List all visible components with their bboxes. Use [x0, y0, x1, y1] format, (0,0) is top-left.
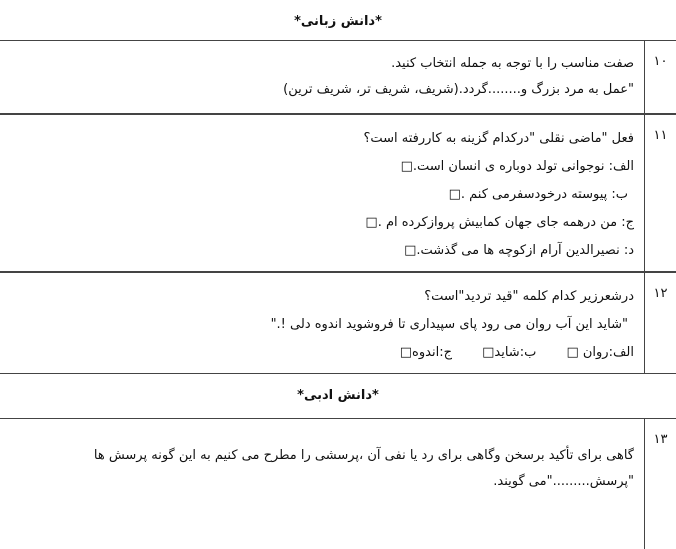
- option-c[interactable]: ج: من درهمه جای جهان کمابیش پروازکرده ام .□: [365, 215, 634, 230]
- question-text: گاهی برای تأکید برسخن وگاهی برای رد یا نفی آن ،پرسشی را مطرح می کنیم به این گونه پرسش ها: [93, 448, 634, 463]
- section-title-language: *دانش زبانی*: [294, 14, 382, 29]
- option-a[interactable]: الف:روان □: [566, 345, 634, 360]
- question-body: [8, 283, 634, 367]
- question-row-12: [0, 272, 676, 374]
- question-body: [8, 443, 634, 495]
- question-sentence: "عمل به مرد بزرگ و........گردد.(شریف، شریف تر، شریف ترین): [283, 82, 634, 97]
- question-text-line2: "پرسش........."می گویند.: [493, 474, 634, 489]
- option-d[interactable]: د: نصیرالدین آرام ازکوچه ها می گذشت.□: [404, 243, 634, 258]
- question-number: ۱۲: [644, 273, 676, 373]
- question-text: صفت مناسب را با توجه به جمله انتخاب کنید.: [391, 56, 634, 71]
- options-row: [8, 339, 634, 367]
- section-title-literary: *دانش ادبی*: [297, 388, 379, 403]
- question-text: فعل "ماضی نقلی "درکدام گزینه به کاررفته است؟: [363, 131, 634, 146]
- poem-verse: "شاید این آب روان می رود پای سپیداری تا فروشوید اندوه دلی !.": [270, 317, 628, 332]
- question-number: ۱۰: [644, 41, 676, 113]
- question-row-10: [0, 40, 676, 114]
- option-b[interactable]: ب: پیوسته درخودسفرمی کنم .□: [448, 187, 628, 202]
- question-body: [8, 51, 634, 103]
- question-row-13: [0, 418, 676, 549]
- question-text: درشعرزیر کدام کلمه "قید تردید"است؟: [424, 289, 634, 304]
- option-b[interactable]: ب:شاید□: [482, 345, 537, 360]
- question-number: ۱۱: [644, 115, 676, 271]
- question-row-11: [0, 114, 676, 272]
- option-c[interactable]: ج:اندوه□: [399, 345, 452, 360]
- option-a[interactable]: الف: نوجوانی تولد دوباره ی انسان است.□: [400, 159, 634, 174]
- question-body: [8, 125, 634, 265]
- question-number: ۱۳: [644, 419, 676, 549]
